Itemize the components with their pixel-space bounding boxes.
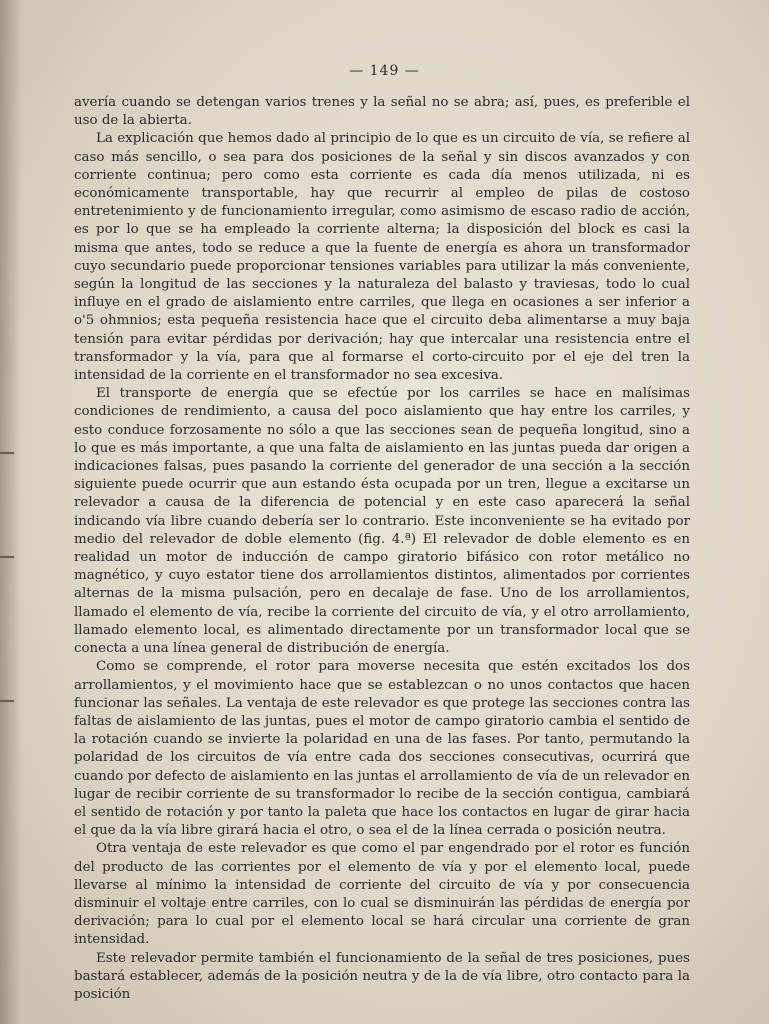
paragraph-continued: avería cuando se detengan varios trenes y la señal no se abra; así, pues, es preferible el uso de la abierta.	[74, 95, 690, 129]
paragraph: El transporte de energía que se efectúe por los carriles se hace en malísimas condiciones de rendimiento, a causa del poco aislamiento que hay entre los carriles, y esto conduce forzosamente no sólo a que las secciones sean de pequeña longitud, sino a lo que es más importante, a que una falta de aislamiento en las juntas pueda dar origen a indicaciones falsas, pues pasando la corriente del generador de una sección a la sección siguiente puede ocurrir que aun estando ésta ocupada por un tren, llegue a excitarse un relevador a causa de la diferencia de potencial y en este caso aparecerá la señal indicando vía libre cuando debería ser lo contrario. Este inconveniente se ha evitado por medio del relevador de doble elemento (fig. 4.ª) El relevador de doble elemento es en realidad un motor de inducción de campo giratorio bifásico con rotor metálico no magnético, y cuyo estator tiene dos arrollamientos distintos, alimentados por corrientes alternas de la misma pulsación, pero en decalaje de fase. Uno de los arrollamientos, llamado el elemento de vía, recibe la corriente del circuito de vía, y el otro arrollamiento, llamado elemento local, es alimentado directamente por un transformador local que se conecta a una línea general de distribución de energía.	[74, 386, 690, 657]
paragraph: Este relevador permite también el funcionamiento de la señal de tres posiciones, pues bastará establecer, además de la posición neutra y de la de vía libre, otro contacto para la posición	[74, 950, 690, 1002]
paragraph: Otra ventaja de este relevador es que como el par engendrado por el rotor es función del producto de las corrientes por el elemento de vía y por el elemento local, puede llevarse al mínimo la intensidad de corriente del circuito de vía y por consecuencia disminuir el voltaje entre carriles, con lo cual se disminuirán las pérdidas de energía por derivación; para lo cual por el elemento local se hará circular una corriente de gran intensidad.	[74, 841, 690, 948]
paragraph: La explicación que hemos dado al principio de lo que es un circuito de vía, se refiere al caso más sencillo, o sea para dos posiciones de la señal y sin discos avanzados y con corriente continua; pero como esta corriente es cada día menos utilizada, ni es económicamente transportable, hay que recurrir al empleo de pilas de costoso entretenimiento y de funcionamiento irregular, como asimismo de escaso radio de acción, es por lo que se ha empleado la corriente alterna; la disposición del block es casi la misma que antes, todo se reduce a que la fuente de energía es ahora un transformador cuyo secundario puede proporcionar tensiones variables para utilizar la más conveniente, según la longitud de las secciones y la naturaleza del balasto y traviesas, todo lo cual influye en el grado de aislamiento entre carriles, que llega en ocasiones a ser inferior a o'5 ohmnios; esta pequeña resistencia hace que el circuito deba alimentarse a muy baja tensión para evitar pérdidas por derivación; hay que intercalar una resistencia entre el transformador y la vía, para que al formarse el corto-circuito por el eje del tren la intensidad de la corriente en el transformador no sea excesiva.	[74, 131, 690, 384]
margin-mark	[0, 700, 14, 702]
margin-mark	[0, 556, 14, 558]
margin-mark	[0, 452, 14, 454]
binding-edge-shadow	[0, 0, 22, 1024]
paragraph: Como se comprende, el rotor para moverse necesita que estén excitados los dos arrollamientos, y el movimiento hace que se establezcan o no unos contactos que hacen funcionar las señales. La ventaja de este relevador es que protege las secciones contra las faltas de aislamiento de las juntas, pues el motor de campo giratorio cambia el sentido de la rotación cuando se invierte la polaridad en una de las fases. Por tanto, permutando la polaridad de los circuitos de vía entre cada dos secciones consecutivas, ocurrirá que cuando por defecto de aislamiento en las juntas el arrollamiento de vía de un relevador en lugar de recibir corriente de su transformador lo recibe de la sección contigua, cambiará el sentido de rotación y por tanto la paleta que hace los contactos en lugar de girar hacia el que da la vía libre girará hacia el otro, o sea el de la línea cerrada o posición neutra.	[74, 659, 690, 839]
page-number: — 149 —	[349, 63, 420, 79]
body-text	[74, 94, 690, 1004]
